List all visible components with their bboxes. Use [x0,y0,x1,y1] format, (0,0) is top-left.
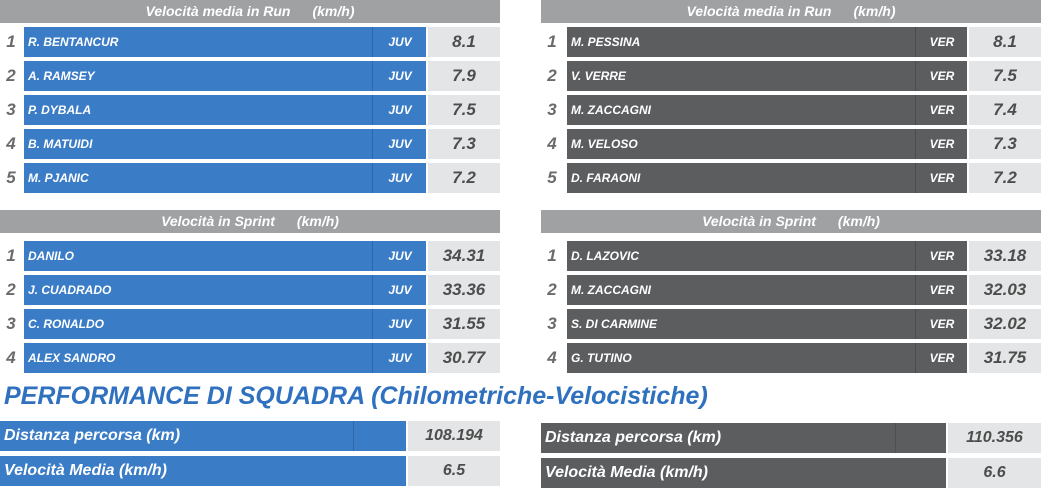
player-name: DANILO [28,249,74,263]
juv-speed-label: Velocità Media (km/h) [4,462,167,479]
table-row [541,343,1041,373]
table-row [0,241,500,271]
player-bar [24,95,426,125]
table-row [541,309,1041,339]
team-code: VER [915,61,968,91]
sprint-juv-header [0,210,500,233]
table-row [0,27,500,57]
player-name: C. RONALDO [28,317,104,331]
table-row [0,309,500,339]
player-name: M. VELOSO [571,137,638,151]
player-bar [24,309,426,339]
team-code: JUV [372,275,427,305]
sprint-ver-header-title: Velocità in Sprint [702,213,816,229]
ver-speed-value: 6.6 [948,458,1041,488]
sprint-juv-panel [0,210,500,374]
speed-value: 7.2 [969,163,1041,193]
player-name: V. VERRE [571,69,626,83]
run-juv-panel [0,0,500,190]
speed-value: 7.9 [428,61,500,91]
table-row [0,61,500,91]
speed-value: 7.5 [428,95,500,125]
ver-speed-row [541,458,1041,488]
sprint-ver-header-unit: (km/h) [837,213,880,229]
rank: 5 [6,168,16,187]
juv-speed-row [0,456,500,486]
player-name: ALEX SANDRO [28,351,116,365]
player-bar [567,61,967,91]
ver-distance-value: 110.356 [948,423,1041,453]
run-ver-header-unit: (km/h) [853,3,896,19]
juv-distance-label: Distanza percorsa (km) [4,427,181,444]
player-bar [24,275,426,305]
team-code: VER [915,163,968,193]
rank: 1 [6,32,16,51]
player-name: M. ZACCAGNI [571,103,651,117]
speed-value: 30.77 [428,343,500,373]
team-performance-title: PERFORMANCE DI SQUADRA (Chilometriche-Velocistiche) [4,382,708,410]
team-code: VER [915,95,968,125]
team-code: JUV [372,95,427,125]
player-bar [24,61,426,91]
juv-distance-value: 108.194 [408,421,500,451]
player-name: G. TUTINO [571,351,632,365]
player-bar [567,27,967,57]
table-row [541,61,1041,91]
run-juv-header [0,0,500,23]
rank: 2 [547,280,557,299]
rank: 2 [6,66,16,85]
rank: 3 [547,100,557,119]
rank: 4 [6,134,16,153]
speed-value: 8.1 [969,27,1041,57]
speed-value: 7.4 [969,95,1041,125]
sprint-juv-header-title: Velocità in Sprint [161,213,275,229]
run-ver-panel [541,0,1041,190]
player-name: D. FARAONI [571,171,641,185]
rank: 2 [6,280,16,299]
table-row [541,129,1041,159]
sprint-ver-header [541,210,1041,233]
speed-value: 8.1 [428,27,500,57]
sprint-ver-panel [541,210,1041,374]
speed-value: 33.18 [969,241,1041,271]
juv-speed-value: 6.5 [408,456,500,486]
speed-value: 7.3 [969,129,1041,159]
player-bar [24,241,426,271]
ver-speed-label-bar [541,458,946,488]
player-bar [24,343,426,373]
juv-speed-label-bar [0,456,406,486]
speed-value: 7.5 [969,61,1041,91]
table-row [0,343,500,373]
ver-distance-row [541,423,1041,453]
player-bar [567,129,967,159]
rank: 3 [6,314,16,333]
ver-distance-label-bar [541,423,946,453]
run-ver-header-title: Velocità media in Run [686,3,832,19]
rank: 1 [6,246,16,265]
speed-value: 32.03 [969,275,1041,305]
rank: 4 [547,134,557,153]
team-code: VER [915,129,968,159]
speed-value: 34.31 [428,241,500,271]
player-bar [567,309,967,339]
table-row [541,163,1041,193]
player-bar [567,343,967,373]
speed-value: 33.36 [428,275,500,305]
speed-value: 32.02 [969,309,1041,339]
table-row [0,95,500,125]
rank: 3 [547,314,557,333]
team-code: JUV [372,61,427,91]
player-name: R. BENTANCUR [28,35,119,49]
player-name: M. PESSINA [571,35,641,49]
player-bar [567,275,967,305]
team-code: JUV [372,343,427,373]
team-code: JUV [372,163,427,193]
table-row [541,275,1041,305]
player-name: B. MATUIDI [28,137,93,151]
table-row [541,27,1041,57]
team-code: JUV [372,241,427,271]
team-code: JUV [372,129,427,159]
speed-value: 7.2 [428,163,500,193]
speed-value: 31.55 [428,309,500,339]
divider [895,423,896,453]
player-bar [24,27,426,57]
juv-distance-row [0,421,500,451]
team-code: VER [915,241,968,271]
player-bar [567,241,967,271]
rank: 1 [547,32,557,51]
team-code: VER [915,343,968,373]
team-code: VER [915,309,968,339]
run-juv-header-title: Velocità media in Run [145,3,291,19]
table-row [0,129,500,159]
ver-distance-label: Distanza percorsa (km) [545,429,722,446]
team-code: JUV [372,309,427,339]
team-code: VER [915,27,968,57]
ver-speed-label: Velocità Media (km/h) [545,464,708,481]
player-name: J. CUADRADO [28,283,112,297]
player-name: S. DI CARMINE [571,317,658,331]
player-name: M. PJANIC [28,171,89,185]
rank: 1 [547,246,557,265]
divider [353,421,354,451]
sprint-juv-header-unit: (km/h) [296,213,339,229]
juv-distance-label-bar [0,421,406,451]
team-code: JUV [372,27,427,57]
player-bar [24,129,426,159]
speed-value: 31.75 [969,343,1041,373]
table-row [0,275,500,305]
speed-value: 7.3 [428,129,500,159]
run-ver-header [541,0,1041,23]
rank: 5 [547,168,557,187]
rank: 3 [6,100,16,119]
player-name: P. DYBALA [28,103,92,117]
player-name: A. RAMSEY [28,69,95,83]
rank: 4 [6,348,16,367]
table-row [0,163,500,193]
player-name: M. ZACCAGNI [571,283,651,297]
table-row [541,241,1041,271]
player-name: D. LAZOVIC [571,249,639,263]
player-bar [24,163,426,193]
player-bar [567,163,967,193]
run-juv-header-unit: (km/h) [312,3,355,19]
table-row [541,95,1041,125]
player-bar [567,95,967,125]
team-code: VER [915,275,968,305]
rank: 2 [547,66,557,85]
rank: 4 [547,348,557,367]
